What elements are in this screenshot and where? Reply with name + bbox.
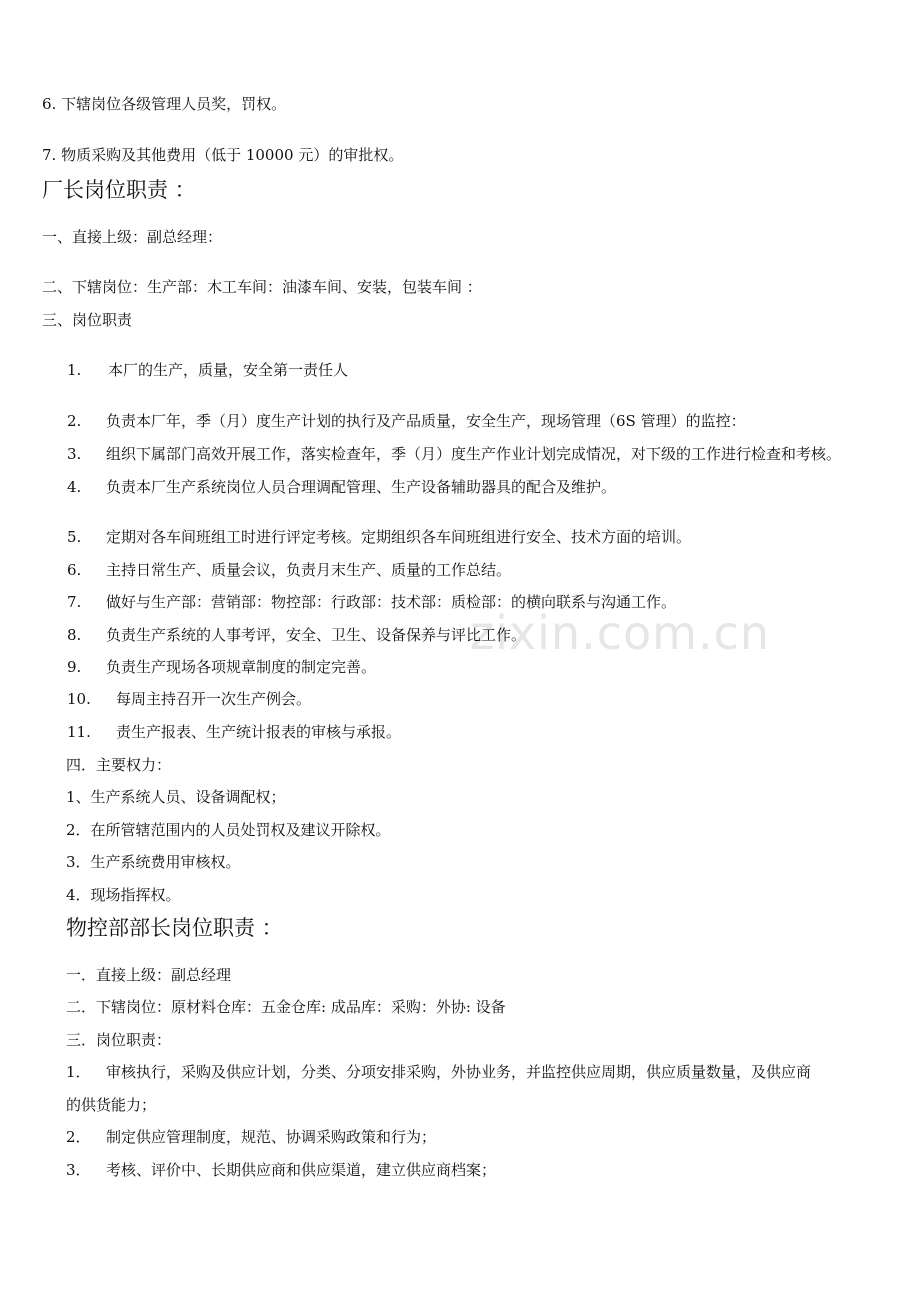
power-item: 2．在所管辖范围内的人员处罚权及建议开除权。	[66, 821, 391, 839]
duty-number: 6.	[67, 561, 82, 579]
duty-text: 负责生产现场各项规章制度的制定完善。	[106, 658, 377, 676]
factory-powers-heading: 四．主要权力：	[66, 756, 172, 774]
duty-number: 2.	[67, 412, 82, 430]
duty-text: 负责本厂生产系统岗位人员合理调配管理、生产设备辅助器具的配合及维护。	[106, 478, 617, 496]
material-duty-continuation: 的供货能力；	[66, 1096, 157, 1114]
material-duty-number: 2．	[66, 1128, 91, 1146]
duty-text: 做好与生产部：营销部：物控部：行政部：技术部：质检部：的横向联系与沟通工作。	[106, 593, 677, 611]
duty-text: 责生产报表、生产统计报表的审核与承报。	[116, 723, 402, 741]
factory-subordinates: 二、下辖岗位：生产部：木工车间：油漆车间、安装，包装车间 ：	[42, 278, 482, 296]
top-line-6: 6. 下辖岗位各级管理人员奖，罚权。	[42, 95, 287, 113]
material-duty-number: 1．	[66, 1063, 91, 1081]
factory-superior: 一、直接上级：副总经理：	[42, 228, 223, 246]
duty-text: 每周主持召开一次生产例会。	[116, 690, 312, 708]
duty-text: 负责生产系统的人事考评，安全、卫生、设备保养与评比工作。	[106, 626, 527, 644]
top-line-7: 7. 物质采购及其他费用（低于 10000 元）的审批权。	[42, 146, 404, 164]
duty-text: 组织下属部门高效开展工作，落实检查年，季（月）度生产作业计划完成情况，对下级的工作进行检查和考核。	[106, 445, 842, 463]
duty-number: 1.	[67, 361, 82, 379]
factory-title: 厂长岗位职责 ：	[42, 178, 196, 202]
material-duties-heading: 三．岗位职责：	[66, 1031, 172, 1049]
material-subordinates: 二．下辖岗位：原材料仓库：五金仓库: 成品库：采购：外协: 设备	[66, 998, 506, 1016]
material-duty-text: 考核、评价中、长期供应商和供应渠道，建立供应商档案；	[106, 1161, 497, 1179]
duty-number: 11.	[67, 723, 91, 741]
material-duty-text: 制定供应管理制度，规范、协调采购政策和行为；	[106, 1128, 437, 1146]
factory-duties-heading: 三、岗位职责	[42, 311, 133, 329]
material-title: 物控部部长岗位职责 ：	[66, 916, 283, 940]
power-item: 4．现场指挥权。	[66, 886, 181, 904]
duty-number: 9.	[67, 658, 82, 676]
material-superior: 一．直接上级：副总经理	[66, 966, 232, 984]
duty-number: 5.	[67, 528, 82, 546]
material-duty-number: 3．	[66, 1161, 91, 1179]
power-item: 1、生产系统人员、设备调配权；	[66, 788, 286, 806]
material-duty-text: 审核执行，采购及供应计划，分类、分项安排采购，外协业务，并监控供应周期，供应质量数量，及供应商	[106, 1063, 812, 1081]
duty-number: 8.	[67, 626, 82, 644]
duty-number: 10.	[67, 690, 91, 708]
duty-text: 本厂的生产，质量，安全第一责任人	[108, 361, 349, 379]
duty-number: 3.	[67, 445, 82, 463]
duty-text: 定期对各车间班组工时进行评定考核。定期组织各车间班组进行安全、技术方面的培训。	[106, 528, 692, 546]
duty-text: 主持日常生产、质量会议，负责月末生产、质量的工作总结。	[106, 561, 512, 579]
power-item: 3．生产系统费用审核权。	[66, 853, 241, 871]
watermark: zixin.com.cn	[470, 606, 771, 660]
duty-number: 4.	[67, 478, 82, 496]
duty-text: 负责本厂年，季（月）度生产计划的执行及产品质量，安全生产，现场管理（6S 管理）的监控：	[106, 412, 746, 430]
duty-number: 7.	[67, 593, 82, 611]
